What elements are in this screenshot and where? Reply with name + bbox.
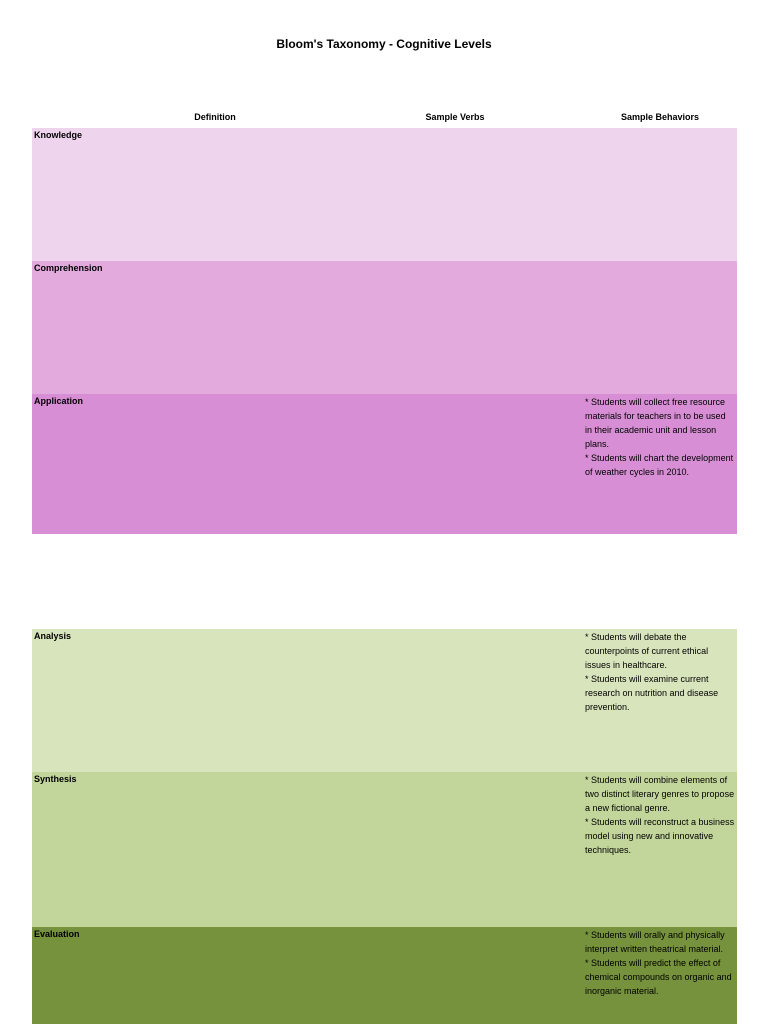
level-row-application [32,394,737,534]
level-name: Comprehension [34,263,103,273]
behavior-item: * Students will debate the counterpoints of current ethical issues in healthcare. [585,632,709,671]
level-row-knowledge [32,128,737,261]
level-name: Application [34,396,83,406]
level-row-comprehension [32,261,737,394]
level-row-evaluation [32,927,737,1024]
behavior-item: * Students will examine current research on nutrition and disease prevention. [585,674,719,713]
column-header-sample-behaviors: Sample Behaviors [620,112,700,122]
level-name: Synthesis [34,774,77,784]
level-name: Knowledge [34,130,83,140]
column-header-definition: Definition [194,112,236,122]
sample-behaviors [585,928,735,998]
behavior-item: * Students will collect free resource materials for teachers in to be used in their academic unit and lesson plans. [585,397,726,450]
level-row-analysis [32,629,737,772]
behavior-item: * Students will chart the development of weather cycles in 2010. [585,453,734,478]
page-title: Bloom's Taxonomy - Cognitive Levels [276,37,492,51]
behavior-item: * Students will reconstruct a business model using new and innovative techniques. [585,817,735,856]
behavior-item: * Students will orally and physically interpret written theatrical material. [585,930,725,955]
column-header-sample-verbs: Sample Verbs [425,112,485,122]
behavior-item: * Students will combine elements of two distinct literary genres to propose a new fictional genre. [585,775,735,814]
behavior-item: * Students will predict the effect of chemical compounds on organic and inorganic material. [585,958,732,997]
level-name: Evaluation [34,929,80,939]
sample-behaviors [585,773,735,858]
sample-behaviors [585,630,735,715]
level-row-synthesis [32,772,737,927]
sample-behaviors [585,395,735,480]
level-name: Analysis [34,631,72,641]
